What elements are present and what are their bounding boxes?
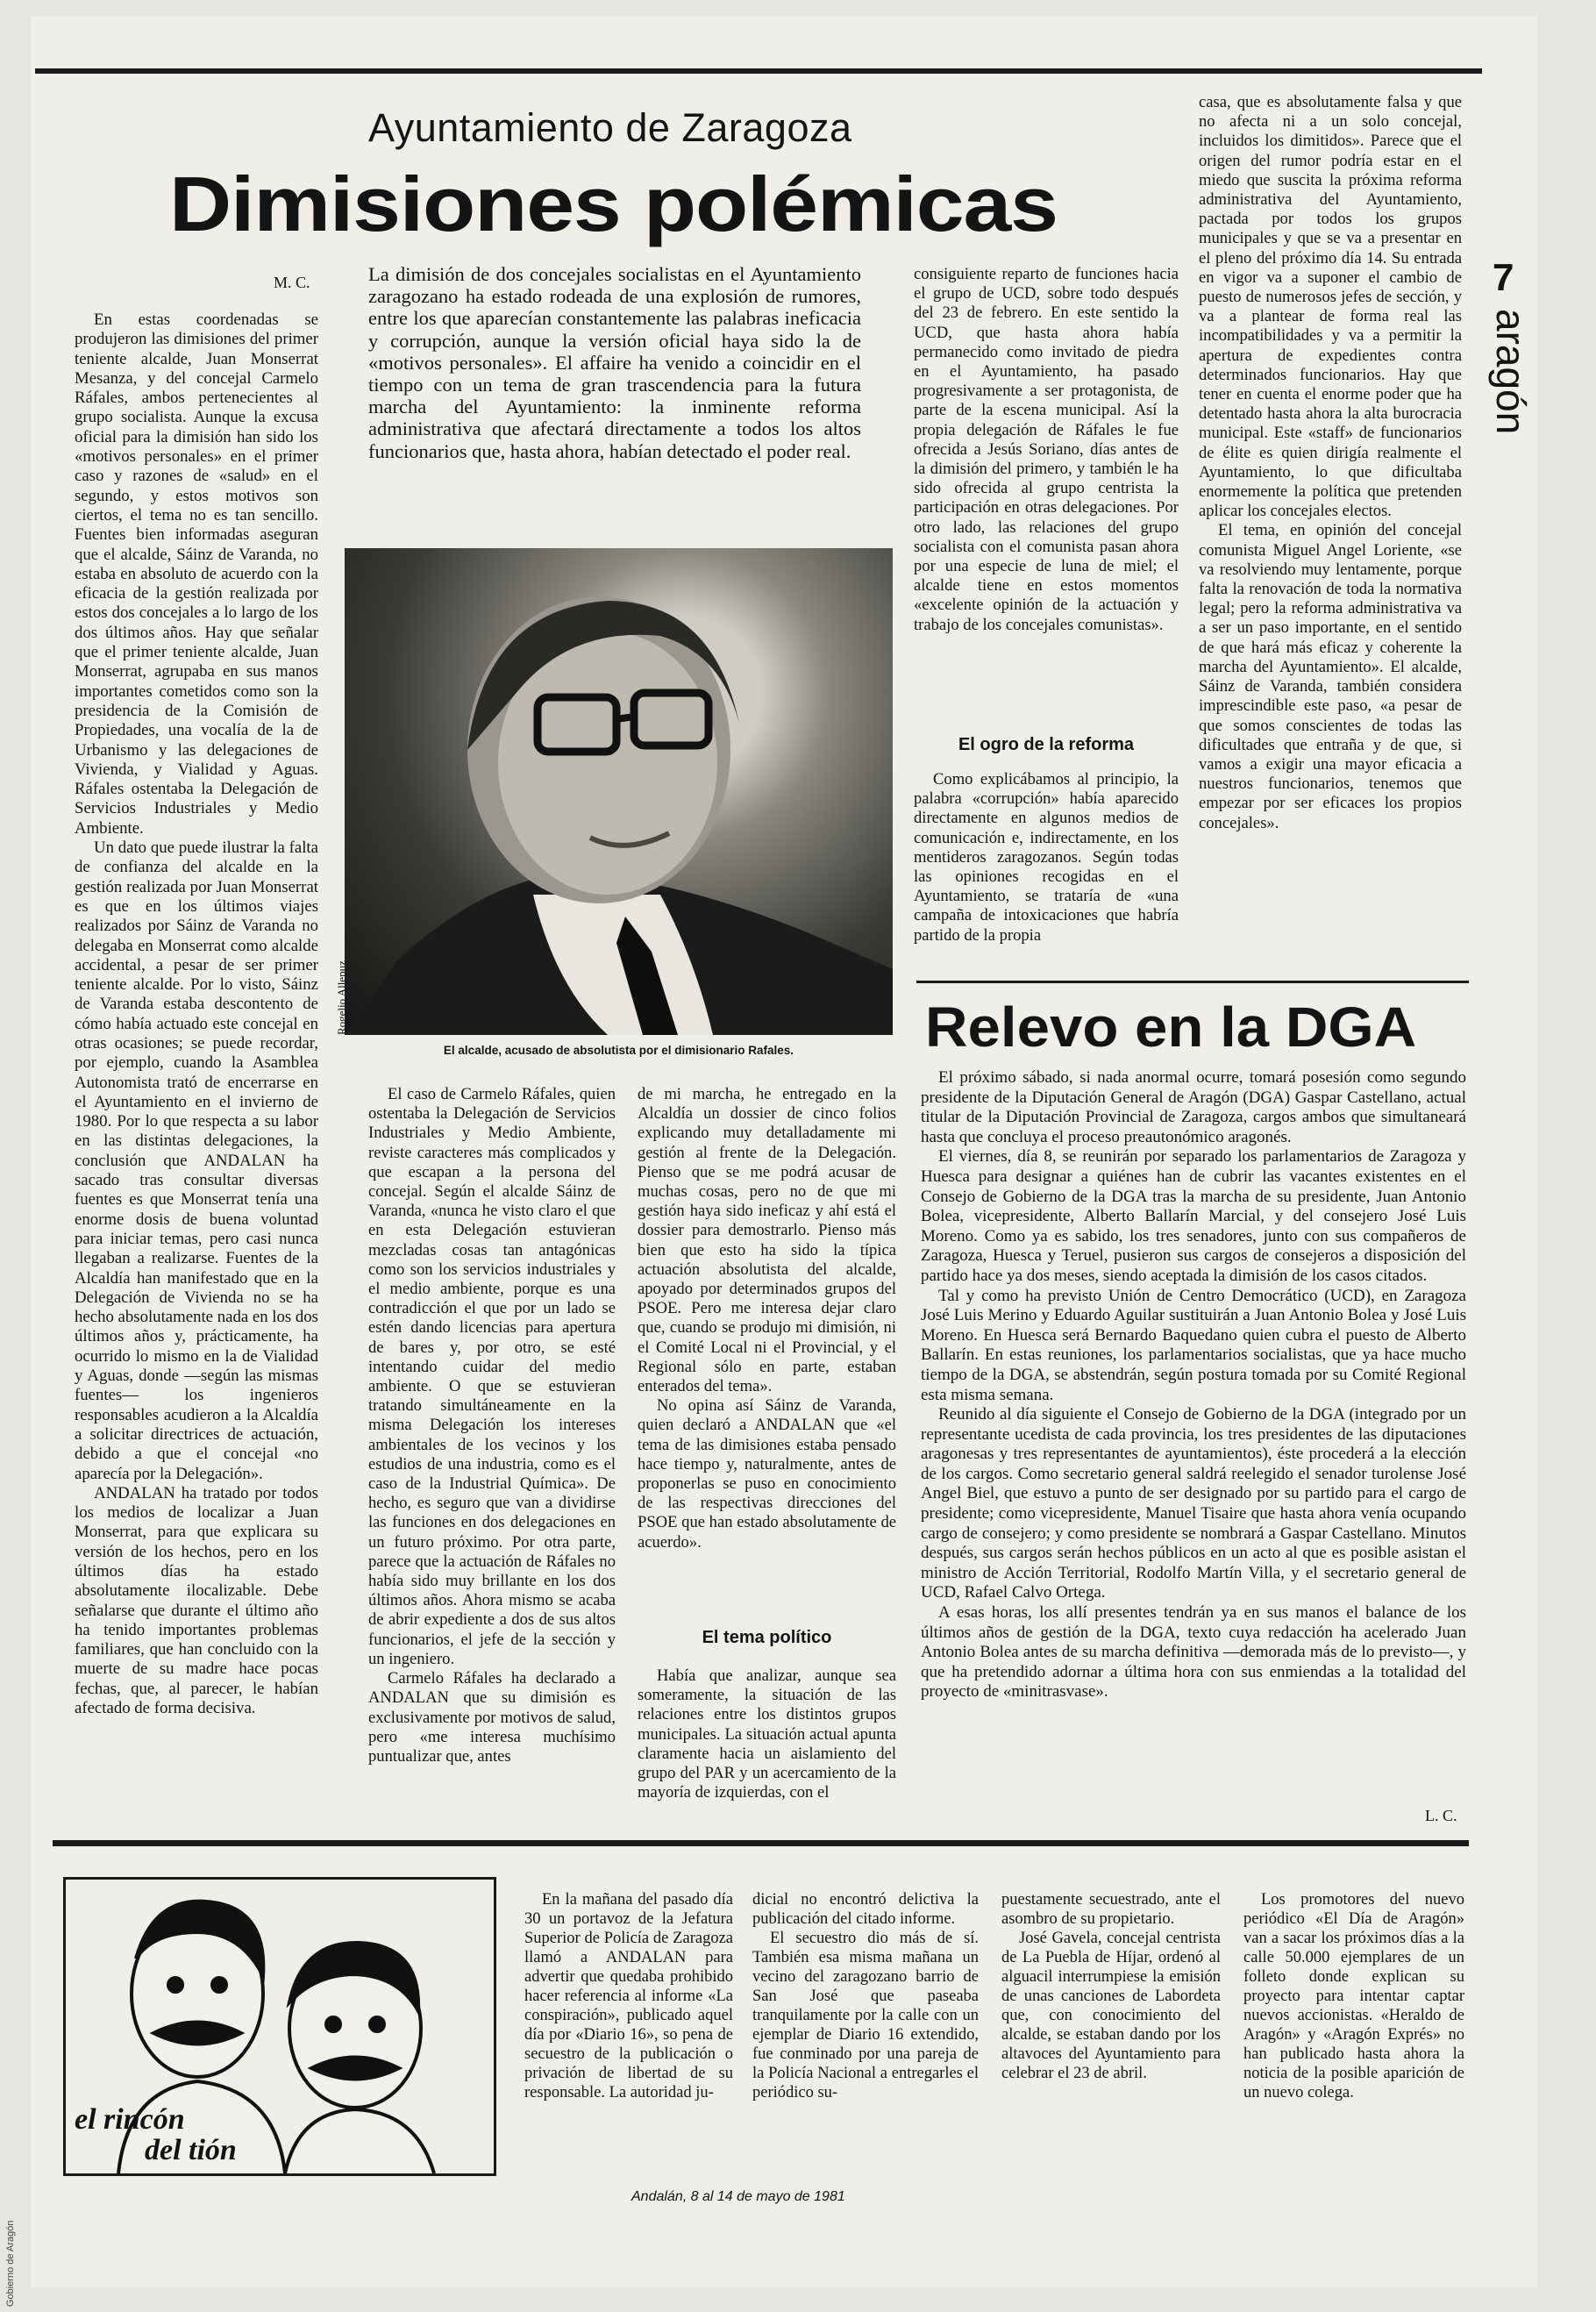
- subhead-ogro-reforma: El ogro de la reforma: [958, 735, 1135, 754]
- paragraph: ANDALAN ha tratado por todos los medios de localizar a Juan Monserrat, para que explicara su versión de los hechos, pero en los últimos días ha estado absolutamente ilocalizable. Debe señalarse que durante el último año ha tenido importantes problemas familiares, que han concluido con la muerte de su madre hace pocas fechas, que, al parecer, le habían afectado de forma decisiva.: [75, 1483, 318, 1718]
- paragraph: Un dato que puede ilustrar la falta de confianza del alcalde en la gestión realizada por Juan Monserrat es que en los últimos viajes realizados por Sáinz de Varanda no delegaba en Monserrat como alcalde accidental, a pesar de ser primer teniente alcalde. Por lo visto, Sáinz de Varanda estaba descontento de cómo había actuado este concejal en otras ocasiones; se puede recordar, por ejemplo, cuando la Asamblea Autonomista trató de encerrarse en el Ayuntamiento en el invierno de 1980. Por lo que respecta a su labor en las distintas delegaciones, la conclusión que ANDALAN ha sacado tras consultar diversas fuentes es que Monserrat tenía una enorme dosis de buena voluntad para iniciar temas, pero casi nunca llegaban a realizarse. Fuentes de la Alcaldía han manifestado que en la Delegación de Vivienda no se ha hecho absolutamente nada en los dos últimos años y, prácticamente, ha ocurrido lo mismo en la de Vialidad y Aguas, donde —según las mismas fuentes— los ingenieros responsables acudieron a la Alcaldía a solicitar directrices de actuación, debido a que el concejal «no aparecía por la Delegación».: [75, 838, 318, 1483]
- bottom-rule: [53, 1840, 1469, 1846]
- rincon-column-1: [524, 1890, 733, 2153]
- paragraph: Había que analizar, aunque sea someramente, la situación de las relaciones entre los distintos grupos municipales. La situación actual apunta claramente hacia un aislamiento del grupo del PAR y un acercamiento de la mayoría de izquierdas, con el: [638, 1666, 896, 1802]
- paragraph: Los promotores del nuevo periódico «El Día de Aragón» van a sacar los próximos días a la calle 50.000 ejemplares de un folleto donde explican su proyecto para intentar captar nuevos accionistas. «Heraldo de Aragón» y «Aragón Exprés» no han publicado hasta ahora la noticia de la posible aparición de un nuevo colega.: [1243, 1891, 1464, 2101]
- paragraph: En la mañana del pasado día 30 un portavoz de la Jefatura Superior de Policía de Zaragoza llamó a ANDALAN para advertir que quedaba prohibido hacer referencia al informe «La conspiración», publicado aquel día por «Diario 16», so pena de secuestro de la publicación o privación de libertad de su responsable. La autoridad ju-: [524, 1891, 733, 2101]
- article-column-2: [368, 1085, 616, 1830]
- paragraph: Como explicábamos al principio, la palabra «corrupción» había aparecido directamente en algunos medios de comunicación e, indirectamente, en los mentideros zaragozanos. Según todas las opiniones recogidas en el Ayuntamiento, se trataría de «una campaña de intoxicaciones que habría partido de la propia: [914, 770, 1179, 945]
- article-column-3: [638, 1085, 896, 1611]
- relevo-rule: [916, 981, 1469, 983]
- mayor-photo: [345, 548, 893, 1035]
- rincon-illustration: [63, 1877, 496, 2176]
- paragraph: El secuestro dio más de sí. También esa misma mañana un vecino del zaragozano barrio de San José que paseaba tranquilamente por la calle con un ejemplar de Diario 16 extendido, fue conminado por una pareja de la Policía Nacional a entregarles el periódico su-: [752, 1930, 979, 2101]
- paragraph: consiguiente reparto de funciones hacia el grupo de UCD, sobre todo después del 23 de febrero. En este sentido la UCD, que hasta ahora había permanecido como invitado de piedra en el Ayuntamiento, ha pasado progresivamente a ser protagonista, de parte de la escena municipal. Así la propia delegación de Ráfales le fue ofrecida a Jesús Soriano, días antes de la dimisión del primero, y también le ha sido ofrecida al grupo centrista la participación en otras delegaciones. Por otro lado, las relaciones del grupo socialista con el comunista pasan ahora por una especie de luna de miel; el alcalde tiene en estos momentos «excelente opinión de la actuación y trabajo de los concejales comunistas».: [914, 265, 1179, 634]
- paragraph: de mi marcha, he entregado en la Alcaldía un dossier de cinco folios explicando muy detalladamente mi gestión al frente de la Delegación. Pienso que se me podrá acusar de muchas cosas, pero no de que mi gestión haya sido ineficaz y ahí está el dossier para demostrarlo. Pienso más bien que esto ha sido la típica actuación absolutista del alcalde, apoyado por determinados grupos del PSOE. Pero me interesa dejar claro que, cuando se produjo mi dimisión, ni el Comité Local ni el Provincial, y el Regional sólo en parte, estaban enterados del tema».: [638, 1085, 896, 1396]
- rincon-title-line2: del tión: [145, 2134, 237, 2166]
- article-column-1: [75, 310, 318, 1837]
- paragraph: Tal y como ha previsto Unión de Centro Democrático (UCD), en Zaragoza José Luis Merino y Eduardo Aguilar sustituirán a Juan Antonio Bolea y José Luis Moreno. En Huesca será Bernardo Baquedano quien cubra el puesto de Alberto Ballarín. En estas reuniones, los parlamentarios socialistas, que ya hace mucho tiempo de la DGA, se abstendrán, según postura tomada por su Comité Regional esta misma semana.: [921, 1286, 1466, 1404]
- relevo-article: [921, 1068, 1466, 1823]
- paragraph: El tema, en opinión del concejal comunista Miguel Angel Loriente, «se va resolviendo muy lentamente, porque falta la renovación de toda la normativa legal; pero la reforma administrativa va a ser un paso importante, en el sentido de que hará más eficaz y coherente la marcha del Ayuntamiento». El alcalde, Sáinz de Varanda, también considera imprescindible este paso, «a pesar de que somos conscientes de todas las dificultades que entraña y de que, si vamos a exigir una mayor eficacia a nuestros funcionarios, tenemos que empezar por ser eficaces los propios concejales».: [1199, 521, 1462, 832]
- paragraph: A esas horas, los allí presentes tendrán ya en sus manos el balance de los últimos años de gestión de la DGA, texto cuya redacción ha acelerado Juan Antonio Bolea antes de su marcha definitiva —demorada más de lo previsto—, y que ha pretendido adornar a última hora con sus enmiendas a la totalidad del proyecto de «minitrasvase».: [921, 1603, 1466, 1702]
- paragraph: José Gavela, concejal centrista de La Puebla de Híjar, ordenó al alguacil interrumpiese la emisión de unas canciones de Labordeta que, con conocimiento del alcalde, se estaban dando por los altavoces del Ayuntamiento para celebrar el 23 de abril.: [1001, 1930, 1221, 2082]
- portrait-illustration: [345, 548, 893, 1035]
- paragraph: El viernes, día 8, se reunirán por separado los parlamentarios de Zaragoza y Huesca para designar a quiénes han de cubrir las vacantes existentes en el Consejo de Gobierno de la DGA tras la marcha de su presidente, Juan Antonio Bolea, vicepresidente, Alberto Ballarín Marcial, y del consejero José Luis Moreno. Como ya es sabido, los tres senadores, junto con sus compañeros de Zaragoza, Huesca y Teruel, pusieron sus cargos de consejeros a disposición del partido hace ya dos meses, siendo aceptada la dimisión de los casos citados.: [921, 1147, 1466, 1285]
- relevo-signature: L. C.: [1425, 1807, 1457, 1824]
- photo-credit: Rogelio Allepuz: [335, 960, 348, 1035]
- article-column-4b: [914, 770, 1179, 972]
- article-column-5: [1199, 93, 1462, 972]
- archive-mark: Gobierno de Aragón: [5, 2220, 16, 2307]
- paragraph: No opina así Sáinz de Varanda, quien declaró a ANDALAN que «el tema de las dimisiones estaba pensado hace tiempo y, naturalmente, antes de proponerlas se puso en conocimiento de las respectivas direcciones del PSOE que han estado absolutamente de acuerdo».: [638, 1396, 896, 1552]
- top-rule: [35, 68, 1482, 74]
- article-column-3b: [638, 1666, 896, 1833]
- paragraph: casa, que es absolutamente falsa y que no afecta ni a un solo concejal, incluidos los dimitidos». Parece que el origen del rumor podría estar en el miedo que suscita la próxima reforma administrativa del Ayuntamiento, pactada por todos los grupos municipales y que se va a presentar en el pleno del próximo día 14. Su entrada en vigor va a suponer el cambio de puesto de numerosos jefes de sección, y va a plantear de forma real las incompatibilidades y va a permitir la apertura de expedientes contra determinados funcionarios. Hay que tener en cuenta el enorme poder que ha detentado hasta ahora la alta burocracia municipal. Este «staff» de funcionarios de élite es quien dirigía realmente el Ayuntamiento, lo que dificultaba enormemente la política que pretenden aplicar los concejales electos.: [1199, 93, 1462, 521]
- page-title: Dimisiones polémicas: [169, 161, 1058, 247]
- article-column-4: [914, 265, 1179, 721]
- rincon-column-3: [1001, 1890, 1221, 2153]
- paragraph: El próximo sábado, si nada anormal ocurre, tomará posesión como segundo presidente de la Diputación General de Aragón (DGA) Gaspar Castellano, actual titular de la Diputación Provincial de Zaragoza, cargos ambos que simultaneará hasta que concluya el proceso preautonómico aragonés.: [921, 1068, 1466, 1146]
- paragraph: En estas coordenadas se produjeron las dimisiones del primer teniente alcalde, Juan Monserrat Mesanza, y del concejal Carmelo Ráfales, ambos pertenecientes al grupo socialista. Aunque la excusa oficial para la dimisión han sido los «motivos personales» en el primer caso y razones de «salud» en el segundo, y estos motivos son ciertos, el tema no es tan sencillo. Fuentes bien informadas aseguran que el alcalde, Sáinz de Varanda, no estaba en absoluto de acuerdo con la eficacia de la gestión realizada por estos dos concejales a lo largo de los dos últimos años. Hay que señalar que el primer teniente alcalde, Juan Monserrat, agrupaba en sus manos importantes cometidos como son la presidencia de la Comisión de Propiedades, una vocalía de la de Urbanismo y las delegaciones de Vivienda, y Vialidad y Aguas. Ráfales ostentaba la Delegación de Servicios Industriales y Medio Ambiente.: [75, 310, 318, 838]
- rincon-column-4: [1243, 1890, 1464, 2153]
- paragraph: dicial no encontró delictiva la publicación del citado informe.: [752, 1891, 979, 1928]
- byline: M. C.: [274, 274, 310, 291]
- issue-footer: Andalán, 8 al 14 de mayo de 1981: [631, 2189, 845, 2204]
- rincon-title-line1: el rincón: [75, 2103, 185, 2136]
- paragraph: Carmelo Ráfales ha declarado a ANDALAN que su dimisión es exclusivamente por motivos de salud, pero «me interesa muchísimo puntualizar que, antes: [368, 1669, 616, 1766]
- relevo-headline: Relevo en la DGA: [925, 995, 1417, 1059]
- kicker: Ayuntamiento de Zaragoza: [368, 105, 852, 150]
- subhead-tema-politico: El tema político: [702, 1628, 832, 1647]
- section-name: aragón: [1488, 309, 1534, 435]
- lead-paragraph: La dimisión de dos concejales socialistas en el Ayuntamiento zaragozano ha estado rodeada de una explosión de rumores, entre los que aparecían constantemente las palabras ineficacia y corrupción, aunque la versión oficial haya sido la de «motivos personales». El affaire ha venido a coincidir en el tiempo con un tema de gran trascendencia para la futura marcha del Ayuntamiento: la inminente reforma administrativa que afectará directamente a todos los altos funcionarios que, hasta ahora, habían detectado el poder real.: [368, 263, 861, 462]
- rincon-column-2: [752, 1890, 979, 2153]
- paragraph: puestamente secuestrado, ante el asombro de su propietario.: [1001, 1891, 1221, 1928]
- paragraph: Reunido al día siguiente el Consejo de Gobierno de la DGA (integrado por un representante ucedista de cada provincia, los tres presidentes de las diputaciones aragonesas y tres representantes de ayuntamientos), éste procederá a la elección de los cargos. Como secretario general saldrá reelegido el senador turolense José Angel Biel, que estuvo a punto de ser designado por su partido para el cargo de presidente; como vicepresidente, Manuel Tisaire que hasta ahora venía ocupando cargo de consejero; y como presidente se nombrará a Gaspar Castellano. Minutos después, sus cargos serán hechos públicos en un acto al que es posible asistan el ministro de Acción Territorial, Rodolfo Martín Villa, y el secretario general de UCD, Rafael Calvo Ortega.: [921, 1405, 1466, 1602]
- photo-caption: El alcalde, acusado de absolutista por el dimisionario Rafales.: [443, 1044, 794, 1057]
- section-number: 7: [1493, 256, 1514, 299]
- paragraph: El caso de Carmelo Ráfales, quien ostentaba la Delegación de Servicios Industriales y Medio Ambiente, reviste caracteres más complicados y que escapan a la persona del concejal. Según el alcalde Sáinz de Varanda, «nunca he visto claro el que en esta Delegación estuvieran mezcladas cosas tan antagónicas como son los servicios industriales y el medio ambiente, porque es una contradicción el que por un lado se estén dando licencias para apertura de bares y, por otro, se esté intentando cuidar del medio ambiente. O que se estuvieran tratando simultáneamente en la misma Delegación los intereses ambientales de los vecinos y los estudios de una industria, como es el caso de la Industrial Química». De hecho, es seguro que van a dividirse las funciones en dos delegaciones en un futuro próximo. Por otra parte, parece que la actuación de Ráfales no había sido muy brillante en los dos últimos años. Ahora mismo se acaba de abrir expediente a dos de sus altos funcionarios, el jefe de la sección y un ingeniero.: [368, 1085, 616, 1668]
